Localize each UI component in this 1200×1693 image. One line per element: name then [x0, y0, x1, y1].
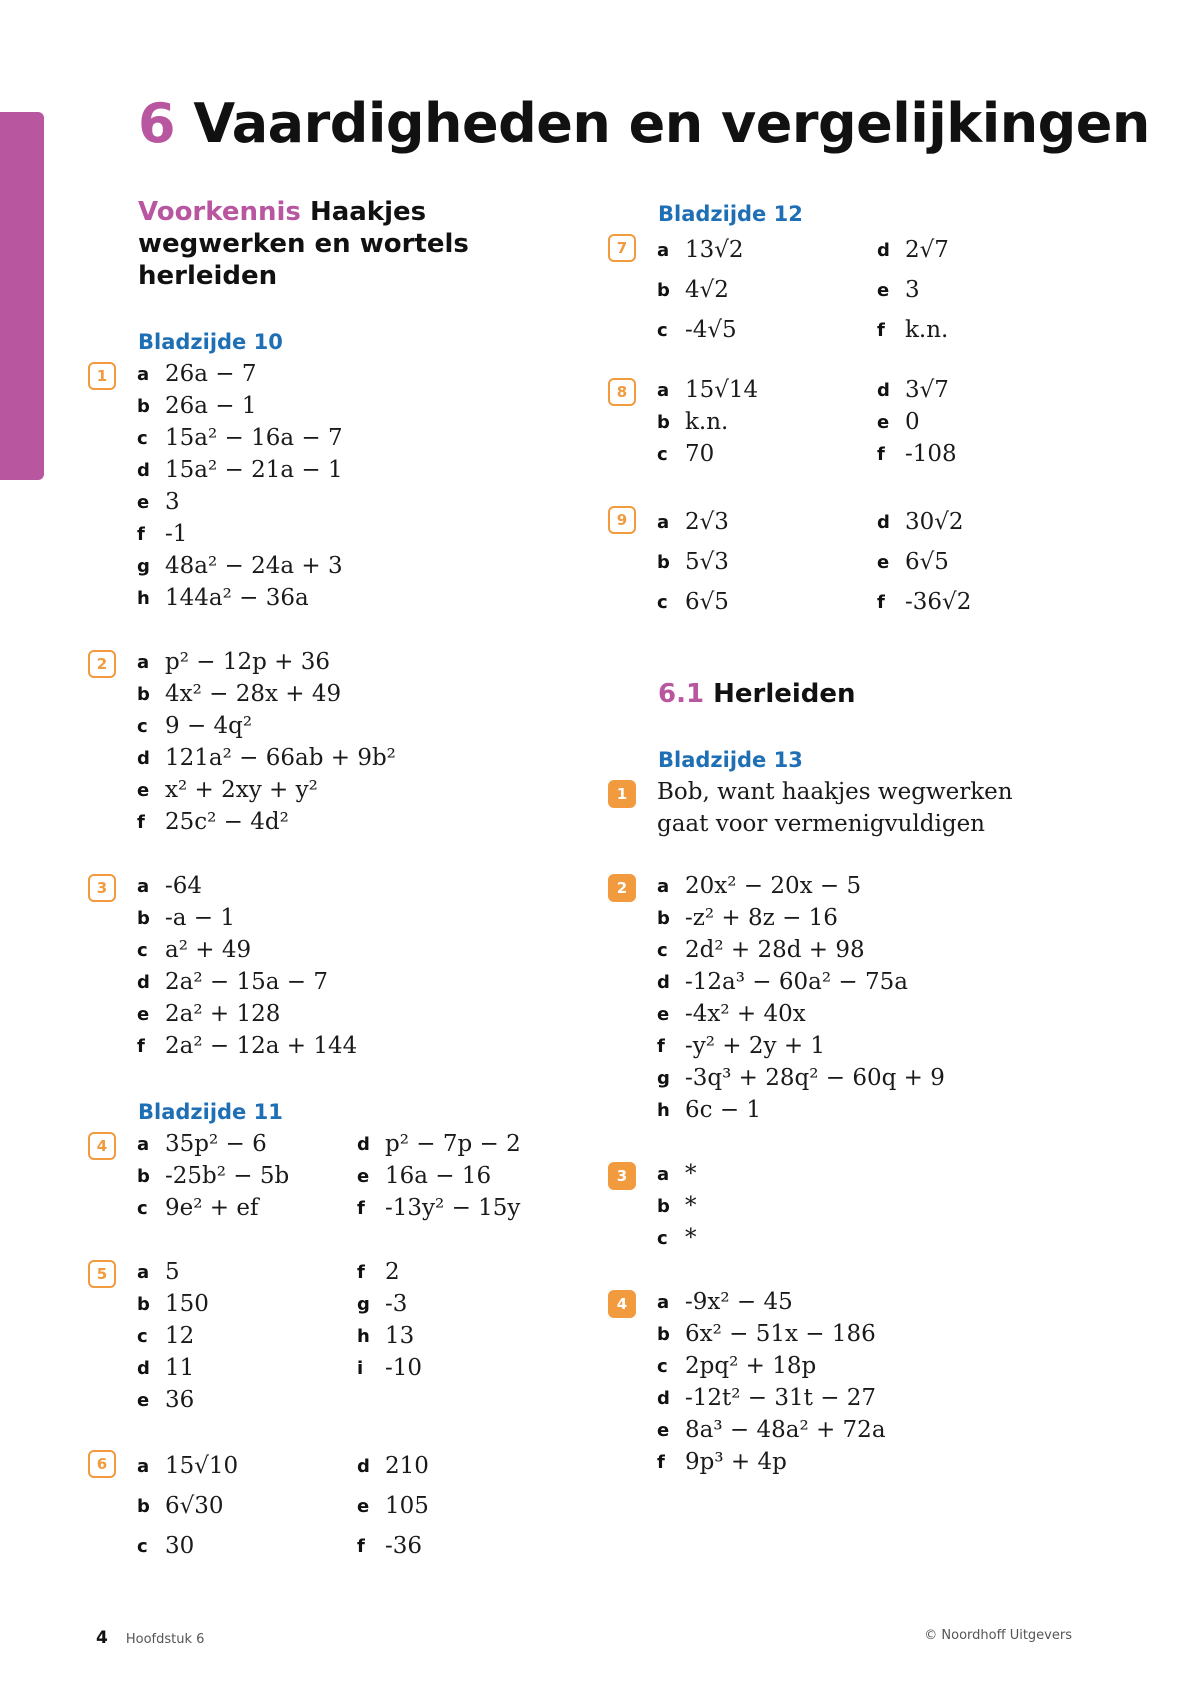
answer-item: [657, 998, 877, 1030]
answer-value: 121a² − 66ab + 9b²: [165, 745, 396, 771]
answer-value: 9 − 4q²: [165, 713, 253, 739]
answer-value: 26a − 1: [165, 393, 257, 419]
answer-item: [657, 1446, 877, 1478]
answer-value: 150: [165, 1291, 209, 1317]
answer-letter: f: [877, 591, 885, 613]
answer-item: [657, 1222, 877, 1254]
answer-letter: c: [657, 1355, 668, 1377]
answer-item: [137, 998, 357, 1030]
answer-letter: b: [657, 1323, 670, 1345]
page-ref-12: Bladzijde 12: [658, 202, 803, 226]
answer-value: 2√7: [905, 237, 949, 263]
answer-item: [657, 582, 877, 622]
answer-item: [657, 438, 877, 470]
answer-letter: a: [137, 1133, 150, 1155]
answer-letter: b: [137, 395, 150, 417]
answer-item: [357, 1192, 577, 1224]
answer-item: [877, 502, 1097, 542]
answer-value: -13y² − 15y: [385, 1195, 521, 1221]
answer-item: [657, 1190, 877, 1222]
answer-item: [137, 582, 357, 614]
page-number: 4: [96, 1628, 108, 1648]
section-title: Haakjes wegwerken en wortels herleiden: [138, 197, 469, 291]
answer-value: -12t² − 31t − 27: [685, 1385, 877, 1411]
answer-item: [877, 438, 1097, 470]
footer-left: [96, 1628, 204, 1648]
chapter-title-text: Vaardigheden en vergelijkingen: [193, 92, 1150, 155]
answer-value: 13√2: [685, 237, 744, 263]
answer-value: *: [685, 1193, 697, 1219]
answer-item: [877, 374, 1097, 406]
answer-item: [657, 966, 908, 998]
answer-value: 9p³ + 4p: [685, 1449, 787, 1475]
answer-letter: e: [657, 1419, 670, 1441]
answer-item: [137, 678, 357, 710]
answer-letter: d: [137, 971, 150, 993]
answer-value: 13: [385, 1323, 415, 1349]
answer-item: [877, 270, 1097, 310]
answer-letter: c: [657, 443, 668, 465]
answer-value: 6x² − 51x − 186: [685, 1321, 876, 1347]
answer-value: 2d² + 28d + 98: [685, 937, 865, 963]
answer-item: [877, 582, 1097, 622]
answer-letter: c: [137, 1535, 148, 1557]
answer-item: [657, 1350, 877, 1382]
answer-letter: d: [137, 1357, 150, 1379]
chapter-side-tab: [0, 112, 44, 480]
answer-letter: a: [137, 875, 150, 897]
answer-item: [357, 1526, 577, 1566]
answer-letter: g: [657, 1067, 670, 1089]
answer-letter: d: [657, 971, 670, 993]
answer-value: 15√14: [685, 377, 759, 403]
answer-letter: c: [657, 1227, 668, 1249]
answer-value: *: [685, 1161, 697, 1187]
answer-item: [657, 1414, 886, 1446]
answer-value: 16a − 16: [385, 1163, 492, 1189]
answer-item: [137, 934, 357, 966]
answer-value: p² − 7p − 2: [385, 1131, 521, 1157]
answer-value: -36: [385, 1533, 423, 1559]
answer-value: 35p² − 6: [165, 1131, 267, 1157]
answer-item: [357, 1128, 577, 1160]
answer-letter: b: [137, 907, 150, 929]
answer-item: [657, 1094, 877, 1126]
section-heading-6-1: [658, 678, 856, 710]
answer-letter: i: [357, 1357, 364, 1379]
answer-value: 12: [165, 1323, 195, 1349]
answer-value: -a − 1: [165, 905, 236, 931]
answer-letter: e: [137, 1003, 150, 1025]
exercise-number-badge: 4: [88, 1132, 116, 1160]
answer-value: 3√7: [905, 377, 949, 403]
answer-value: 20x² − 20x − 5: [685, 873, 862, 899]
answer-value: 2: [385, 1259, 400, 1285]
answer-item: [137, 966, 357, 998]
answer-item: [137, 806, 357, 838]
answer-letter: d: [877, 239, 890, 261]
answer-letter: f: [357, 1261, 365, 1283]
answer-value: 6√30: [165, 1493, 224, 1519]
answer-item: [357, 1446, 577, 1486]
answer-item: [137, 774, 357, 806]
chapter-label: Hoofdstuk 6: [125, 1632, 205, 1647]
answer-value: -3: [385, 1291, 408, 1317]
answer-value: *: [685, 1225, 697, 1251]
answer-value: 25c² − 4d²: [165, 809, 289, 835]
answer-value: 30: [165, 1533, 195, 1559]
answer-value: -3q³ + 28q² − 60q + 9: [685, 1065, 945, 1091]
answer-item: [657, 542, 877, 582]
answer-letter: a: [657, 875, 670, 897]
answer-value: a² + 49: [165, 937, 252, 963]
exercise-number-badge: 5: [88, 1260, 116, 1288]
answer-letter: a: [657, 511, 670, 533]
answer-letter: e: [137, 491, 150, 513]
answer-value: 144a² − 36a: [165, 585, 309, 611]
answer-value: 48a² − 24a + 3: [165, 553, 343, 579]
exercise-number-badge: 8: [608, 378, 636, 406]
answer-item: [357, 1352, 577, 1384]
answer-value: 4√2: [685, 277, 729, 303]
answer-item: [137, 902, 357, 934]
answer-letter: f: [657, 1035, 665, 1057]
answer-letter: e: [357, 1495, 370, 1517]
answer-letter: b: [137, 1293, 150, 1315]
answer-value: 0: [905, 409, 920, 435]
answer-item: [137, 742, 396, 774]
answer-item: [137, 1160, 357, 1192]
answer-value: 11: [165, 1355, 195, 1381]
answer-letter: h: [357, 1325, 370, 1347]
answer-text: Bob, want haakjes wegwerken gaat voor vermenigvuldigen: [657, 779, 1013, 837]
answer-value: 3: [165, 489, 180, 515]
page-ref-10: Bladzijde 10: [138, 330, 283, 354]
answer-item: [657, 230, 877, 270]
answer-item: [877, 406, 1097, 438]
answer-item: [137, 1384, 357, 1416]
answer-item: [137, 1352, 357, 1384]
exercise-number-badge: 1: [608, 780, 636, 808]
answer-letter: g: [137, 555, 150, 577]
answer-item: [137, 454, 357, 486]
answer-letter: e: [657, 1003, 670, 1025]
answer-value: 5√3: [685, 549, 729, 575]
answer-value: 2a² + 128: [165, 1001, 281, 1027]
chapter-number: 6: [138, 92, 176, 155]
answer-letter: b: [657, 551, 670, 573]
answer-item: [657, 870, 877, 902]
exercise-number-badge: 3: [608, 1162, 636, 1190]
answer-value: -9x² − 45: [685, 1289, 793, 1315]
answer-value: -4√5: [685, 317, 737, 343]
answer-letter: b: [657, 411, 670, 433]
answer-value: 2pq² + 18p: [685, 1353, 817, 1379]
answer-value: 15a² − 21a − 1: [165, 457, 343, 483]
answer-item: [877, 310, 1097, 350]
exercise-number-badge: 2: [608, 874, 636, 902]
answer-item: [357, 1256, 577, 1288]
answer-item: [137, 710, 357, 742]
answer-value: k.n.: [905, 317, 949, 343]
publisher-credit: © Noordhoff Uitgevers: [924, 1628, 1072, 1643]
answer-letter: f: [357, 1535, 365, 1557]
answer-value: 15a² − 16a − 7: [165, 425, 343, 451]
answer-value: 105: [385, 1493, 429, 1519]
answer-letter: c: [137, 715, 148, 737]
answer-item: [357, 1288, 577, 1320]
answer-letter: c: [657, 591, 668, 613]
answer-letter: e: [137, 1389, 150, 1411]
answer-item: [137, 870, 357, 902]
answer-item: [657, 406, 877, 438]
answer-letter: c: [657, 319, 668, 341]
exercise-number-badge: 4: [608, 1290, 636, 1318]
answer-letter: a: [657, 379, 670, 401]
answer-item: [657, 502, 877, 542]
answer-item: [877, 230, 1097, 270]
answer-letter: a: [137, 651, 150, 673]
answer-letter: d: [357, 1455, 370, 1477]
answer-value: 3: [905, 277, 920, 303]
section-prefix: 6.1: [658, 679, 705, 709]
answer-item: [137, 1526, 357, 1566]
answer-item: [657, 1030, 877, 1062]
answer-letter: e: [877, 411, 890, 433]
answer-value: -1: [165, 521, 188, 547]
answer-letter: f: [137, 811, 145, 833]
answer-item: [657, 374, 877, 406]
answer-value: 2a² − 15a − 7: [165, 969, 328, 995]
answer-letter: d: [877, 379, 890, 401]
answer-item: [137, 358, 357, 390]
answer-letter: b: [657, 279, 670, 301]
answer-letter: e: [877, 279, 890, 301]
answer-letter: f: [137, 523, 145, 545]
answer-letter: e: [877, 551, 890, 573]
answer-item: [657, 1318, 877, 1350]
answer-item: [657, 934, 877, 966]
answer-letter: h: [657, 1099, 670, 1121]
answer-item: [137, 1192, 357, 1224]
answer-letter: c: [137, 1325, 148, 1347]
answer-item: [657, 1062, 945, 1094]
page-ref-13: Bladzijde 13: [658, 748, 803, 772]
exercise-number-badge: 1: [88, 362, 116, 390]
answer-letter: d: [137, 459, 150, 481]
answer-item: [357, 1160, 577, 1192]
answer-letter: b: [137, 1165, 150, 1187]
exercise-number-badge: 7: [608, 234, 636, 262]
answer-value: -4x² + 40x: [685, 1001, 806, 1027]
answer-item: [137, 646, 357, 678]
answer-value: k.n.: [685, 409, 729, 435]
exercise-number-badge: 6: [88, 1450, 116, 1478]
answer-value: 30√2: [905, 509, 964, 535]
answer-value: -12a³ − 60a² − 75a: [685, 969, 908, 995]
answer-value: 4x² − 28x + 49: [165, 681, 342, 707]
exercise-number-badge: 3: [88, 874, 116, 902]
section-title: Herleiden: [713, 679, 856, 709]
answer-letter: a: [137, 1261, 150, 1283]
answer-value: 210: [385, 1453, 429, 1479]
answer-letter: f: [357, 1197, 365, 1219]
answer-letter: a: [657, 1291, 670, 1313]
answer-item: [137, 1030, 357, 1062]
answer-letter: e: [137, 779, 150, 801]
answer-item: [137, 390, 357, 422]
exercise-number-badge: 2: [88, 650, 116, 678]
answer-item: [657, 1286, 877, 1318]
answer-item: [657, 1158, 877, 1190]
answer-item: [137, 486, 357, 518]
answer-value: -108: [905, 441, 957, 467]
answer-letter: b: [657, 907, 670, 929]
answer-value: p² − 12p + 36: [165, 649, 330, 675]
answer-letter: a: [657, 1163, 670, 1185]
answer-letter: d: [877, 511, 890, 533]
section-prefix: Voorkennis: [138, 197, 301, 227]
answer-letter: g: [357, 1293, 370, 1315]
answer-item: [877, 542, 1097, 582]
chapter-title: [138, 92, 1150, 155]
exercise-number-badge: 9: [608, 506, 636, 534]
answer-value: -64: [165, 873, 203, 899]
answer-item: [137, 1256, 357, 1288]
answer-value: 70: [685, 441, 715, 467]
section-heading-voorkennis: [138, 196, 518, 292]
answer-value: 2√3: [685, 509, 729, 535]
answer-item: [357, 1486, 577, 1526]
answer-item: [137, 1486, 357, 1526]
answer-item: [657, 902, 877, 934]
answer-item: [137, 422, 357, 454]
answer-letter: c: [137, 939, 148, 961]
answer-item: [657, 270, 877, 310]
answer-letter: b: [657, 1195, 670, 1217]
answer-value: 6√5: [685, 589, 729, 615]
answer-letter: f: [137, 1035, 145, 1057]
answer-item: [657, 1382, 877, 1414]
answer-letter: c: [137, 427, 148, 449]
answer-value: 26a − 7: [165, 361, 257, 387]
answer-item: [137, 1446, 357, 1486]
answer-letter: c: [137, 1197, 148, 1219]
answer-value: 6c − 1: [685, 1097, 762, 1123]
answer-value: 6√5: [905, 549, 949, 575]
answer-letter: d: [357, 1133, 370, 1155]
answer-letter: a: [137, 1455, 150, 1477]
answer-value: -y² + 2y + 1: [685, 1033, 826, 1059]
answer-value: 9e² + ef: [165, 1195, 259, 1221]
page-ref-11: Bladzijde 11: [138, 1100, 283, 1124]
answer-value: -z² + 8z − 16: [685, 905, 838, 931]
answer-value: -10: [385, 1355, 423, 1381]
answer-letter: d: [657, 1387, 670, 1409]
answer-letter: f: [657, 1451, 665, 1473]
answer-letter: a: [657, 239, 670, 261]
answer-item: [137, 550, 357, 582]
answer-letter: a: [137, 363, 150, 385]
answer-value: x² + 2xy + y²: [165, 777, 318, 803]
answer-letter: h: [137, 587, 150, 609]
answer-item: [137, 1128, 357, 1160]
answer-letter: e: [357, 1165, 370, 1187]
answer-value: 2a² − 12a + 144: [165, 1033, 358, 1059]
answer-value: -25b² − 5b: [165, 1163, 290, 1189]
answer-value: 36: [165, 1387, 195, 1413]
answer-value: 5: [165, 1259, 180, 1285]
answer-item: [137, 1320, 357, 1352]
answer-letter: f: [877, 443, 885, 465]
answer-letter: f: [877, 319, 885, 341]
answer-item: [357, 1320, 577, 1352]
answer-letter: b: [137, 1495, 150, 1517]
answer-item: [657, 310, 877, 350]
answer-letter: d: [137, 747, 150, 769]
answer-value: 8a³ − 48a² + 72a: [685, 1417, 886, 1443]
answer-letter: b: [137, 683, 150, 705]
answer-item: [137, 518, 357, 550]
answer-value: 15√10: [165, 1453, 239, 1479]
answer-value: -36√2: [905, 589, 972, 615]
answer-letter: c: [657, 939, 668, 961]
answer-item: [137, 1288, 357, 1320]
